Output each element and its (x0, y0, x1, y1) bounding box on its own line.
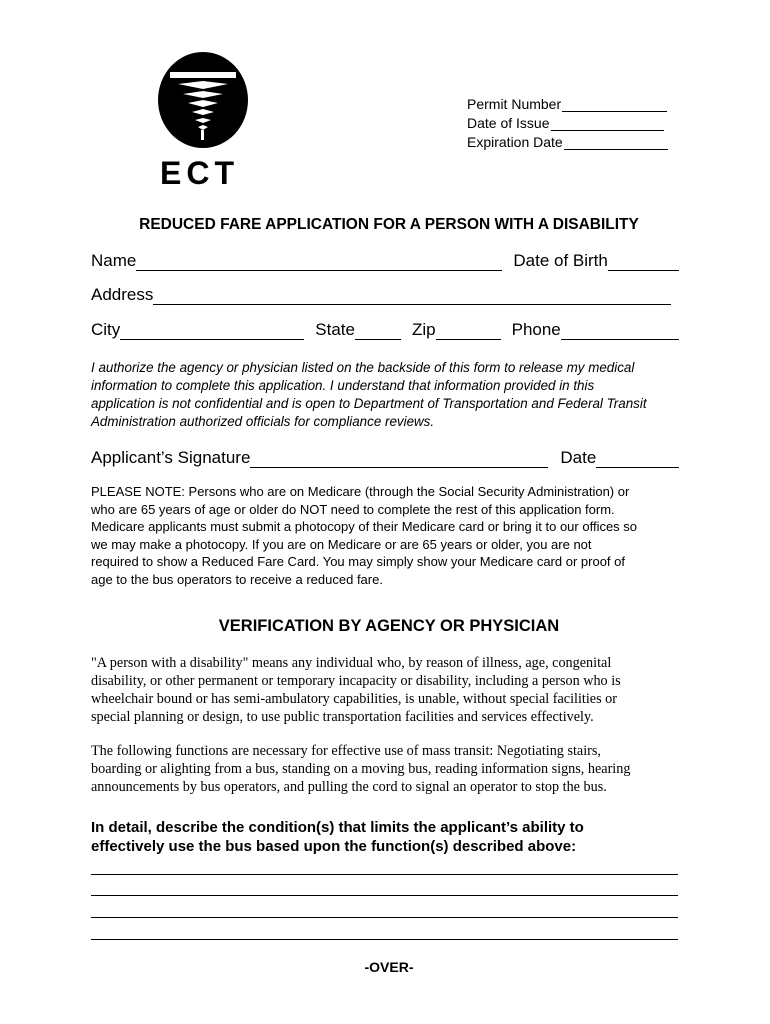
date-of-birth-label: Date of Birth (513, 251, 608, 270)
definition-line: special planning or design, to use public transportation facilities and services effectively. (91, 709, 594, 725)
state-input-line[interactable] (355, 321, 401, 340)
transit-functions-paragraph (91, 742, 681, 796)
expiration-date-field[interactable] (467, 131, 668, 150)
permit-number-label: Permit Number (467, 96, 562, 112)
authorization-line: information to complete this application. I understand that information provided in this (91, 378, 595, 393)
name-input-line[interactable] (136, 252, 502, 271)
address-input-line[interactable] (153, 286, 671, 305)
definition-line: wheelchair bound or has semi-ambulatory capabilities, is unable, without special facilities or (91, 691, 617, 707)
date-of-issue-label: Date of Issue (467, 115, 550, 131)
expiration-date-line[interactable] (564, 135, 668, 150)
date-of-issue-line[interactable] (551, 116, 664, 131)
address-label: Address (91, 285, 154, 304)
please-note-line: required to show a Reduced Fare Card. You may simply show your Medicare card or proof of (91, 554, 625, 569)
condition-answer-line[interactable] (91, 895, 678, 896)
functions-line: boarding or alighting from a bus, standing on a moving bus, reading information signs, hearing (91, 761, 631, 777)
functions-line: announcements by bus operators, and pulling the cord to signal an operator to stop the bus. (91, 779, 607, 795)
name-label: Name (91, 251, 137, 270)
phone-input-line[interactable] (561, 321, 679, 340)
authorization-line: I authorize the agency or physician listed on the backside of this form to release my medical (91, 360, 635, 375)
office-use-fields (467, 93, 668, 150)
condition-answer-line[interactable] (91, 939, 678, 940)
name-dob-row (91, 249, 679, 271)
address-row (91, 283, 679, 305)
describe-prompt-line: effectively use the bus based upon the function(s) described above: (91, 838, 577, 855)
functions-line: The following functions are necessary for effective use of mass transit: Negotiating stairs, (91, 743, 601, 759)
applicant-signature-line[interactable] (250, 449, 548, 468)
describe-condition-prompt (91, 818, 681, 856)
signature-date-line[interactable] (596, 449, 679, 468)
disability-definition (91, 654, 681, 726)
permit-number-field[interactable] (467, 93, 668, 112)
city-state-zip-phone-row (91, 318, 679, 340)
verification-heading: VERIFICATION BY AGENCY OR PHYSICIAN (218, 617, 560, 635)
signature-row (91, 446, 679, 468)
condition-answer-line[interactable] (91, 874, 678, 875)
please-note-line: we may make a photocopy. If you are on Medicare or are 65 years or older, you are not (91, 536, 592, 552)
authorization-line: Administration authorized officials for compliance reviews. (91, 414, 435, 429)
definition-line: "A person with a disability" means any individual who, by reason of illness, age, congenital (91, 655, 612, 671)
city-input-line[interactable] (120, 321, 304, 340)
condition-answer-line[interactable] (91, 917, 678, 918)
city-label: City (91, 320, 121, 339)
please-note-paragraph (91, 483, 681, 588)
phone-label: Phone (511, 320, 561, 339)
please-note-line: age to the bus operators to receive a reduced fare. (91, 571, 383, 587)
date-of-birth-input-line[interactable] (608, 252, 679, 271)
describe-prompt-line: In detail, describe the condition(s) that limits the applicant’s ability to (91, 819, 584, 836)
date-of-issue-field[interactable] (467, 112, 668, 131)
please-note-line: Medicare applicants must submit a photocopy of their Medicare card or bring it to our offices so (91, 519, 638, 534)
please-note-line: who are 65 years of age or older do NOT need to complete the rest of this application form. (91, 501, 615, 517)
zip-input-line[interactable] (436, 321, 501, 340)
form-title: REDUCED FARE APPLICATION FOR A PERSON WITH A DISABILITY (139, 216, 639, 233)
authorization-statement (91, 359, 681, 431)
signature-date-label: Date (560, 448, 597, 467)
expiration-date-label: Expiration Date (467, 134, 563, 150)
definition-line: disability, or other permanent or temporary incapacity or disability, including a person who is (91, 673, 621, 689)
over-footer: -OVER- (364, 959, 414, 975)
applicant-signature-label: Applicant’s Signature (91, 448, 251, 467)
zip-label: Zip (411, 320, 436, 339)
state-label: State (315, 320, 355, 339)
permit-number-line[interactable] (562, 97, 667, 112)
please-note-line: PLEASE NOTE: Persons who are on Medicare (through the Social Security Administration) or (91, 484, 630, 499)
ect-wordmark: ECT (160, 155, 239, 191)
authorization-line: application is not confidential and is open to Department of Transportation and Federal Transit (91, 396, 647, 411)
